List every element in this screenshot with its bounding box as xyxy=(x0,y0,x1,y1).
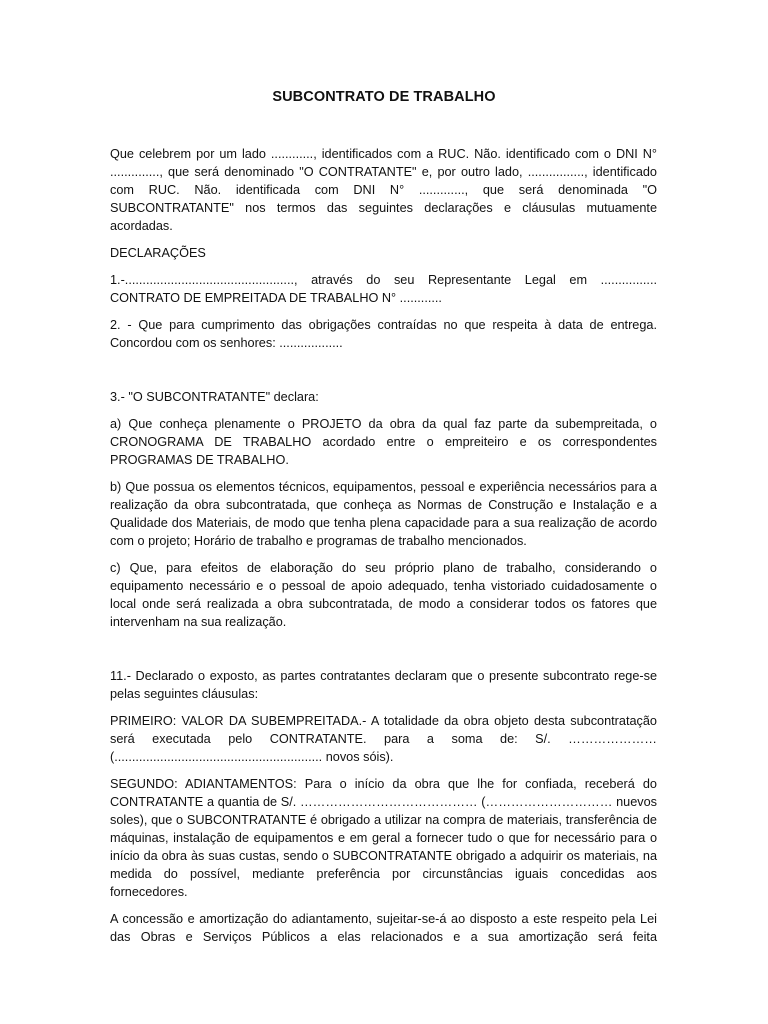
declaration-3-heading: 3.- "O SUBCONTRATANTE" declara: xyxy=(110,390,319,404)
declaration-3b-paragraph: b) Que possua os elementos técnicos, equipamentos, pessoal e experiência necessários para a realização da obra subcontratada, que conheça as Normas de Construção e Instalação e a Qualidade dos Materiais, de modo que tenha plena capacidade para a sua realização de acordo com o projeto; Horário de trabalho e programas de trabalho mencionados. xyxy=(110,480,657,548)
clause-first-paragraph: PRIMEIRO: VALOR DA SUBEMPREITADA.- A totalidade da obra objeto desta subcontratação será executada pelo CONTRATANTE. para a soma de: S/. ………………… (........................................................... novos sóis). xyxy=(110,714,657,764)
clauses-intro-paragraph: 11.- Declarado o exposto, as partes contratantes declaram que o presente subcontrato rege-se pelas seguintes cláusulas: xyxy=(110,669,657,701)
document-body xyxy=(110,145,657,955)
declaration-3c-paragraph: c) Que, para efeitos de elaboração do seu próprio plano de trabalho, considerando o equipamento necessário e o pessoal de apoio adequado, tenha vistoriado cuidadosamente o local onde será realizada a obra subcontratada, de modo a considerar todos os fatores que intervenham na sua realização. xyxy=(110,561,657,629)
document-title: SUBCONTRATO DE TRABALHO xyxy=(272,89,496,105)
advance-amortization-paragraph: A concessão e amortização do adiantamento, sujeitar-se-á ao disposto a este respeito pela Lei das Obras e Serviços Públicos a elas relacionados e a sua amortização será feita xyxy=(110,912,657,944)
declaration-3a-paragraph: a) Que conheça plenamente o PROJETO da obra da qual faz parte da subempreitada, o CRONOGRAMA DE TRABALHO acordado entre o empreiteiro e os correspondentes PROGRAMAS DE TRABALHO. xyxy=(110,417,657,467)
clause-second-paragraph: SEGUNDO: ADIANTAMENTOS: Para o início da obra que lhe for confiada, receberá do CONTRATANTE a quantia de S/. …………………………………… (………………………… nuevos soles), que o SUBCONTRATANTE é obrigado a utilizar na compra de materiais, transferência de máquinas, instalação de equipamentos e em geral a fornecer tudo o que for necessário para o início da obra às suas custas, sendo o SUBCONTRATANTE obrigado a adquirir os materiais, na medida do possível, mediante preferência por circunstâncias iguais concedidas aos fornecedores. xyxy=(110,777,657,899)
declaration-2-paragraph: 2. - Que para cumprimento das obrigações contraídas no que respeita à data de entrega. Concordou com os senhores: .................. xyxy=(110,318,657,350)
preamble-paragraph: Que celebrem por um lado ............, identificados com a RUC. Não. identificado com o DNI N° .............., que será denominado "O CONTRATANTE" e, por outro lado, ................, identificado com RUC. Não. identificada com DNI N° ............., que será denominada "O SUBCONTRATANTE" nos termos das seguintes declarações e cláusulas mutuamente acordadas. xyxy=(110,147,657,233)
declaration-1-paragraph: 1.-................................................, através do seu Representante Legal em ................ CONTRATO DE EMPREITADA DE TRABALHO N° ............ xyxy=(110,273,657,305)
declarations-heading: DECLARAÇÕES xyxy=(110,246,206,260)
